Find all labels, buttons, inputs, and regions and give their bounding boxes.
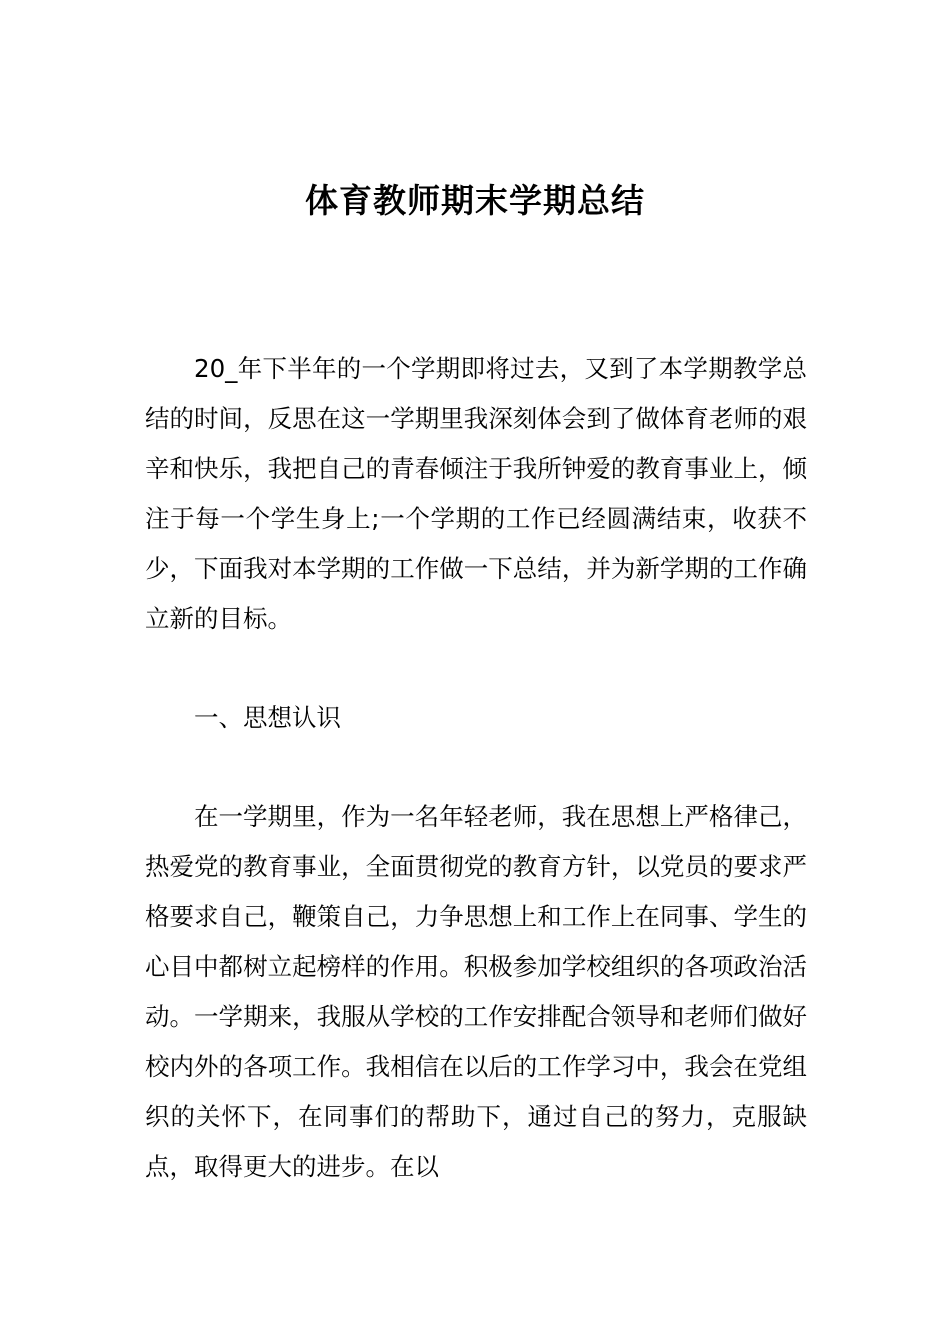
intro-paragraph: 20_年下半年的一个学期即将过去，又到了本学期教学总结的时间，反思在这一学期里我深刻体会到了做体育老师的艰辛和快乐，我把自己的青春倾注于我所钟爱的教育事业上，倾注于每一个学生身上;一个学期的工作已经圆满结束，收获不少，下面我对本学期的工作做一下总结，并为新学期的工作确立新的目标。 [145, 354, 807, 633]
section-heading-thoughts: 一、思想认识 [194, 703, 341, 732]
document-title: 体育教师期末学期总结 [305, 181, 645, 221]
thoughts-paragraph: 在一学期里，作为一名年轻老师，我在思想上严格律己，热爱党的教育事业，全面贯彻党的教育方针，以党员的要求严格要求自己，鞭策自己，力争思想上和工作上在同事、学生的心目中都树立起榜样的作用。积极参加学校组织的各项政治活动。一学期来，我服从学校的工作安排配合领导和老师们做好校内外的各项工作。我相信在以后的工作学习中，我会在党组织的关怀下，在同事们的帮助下，通过自己的努力，克服缺点，取得更大的进步。在以 [145, 802, 807, 1181]
